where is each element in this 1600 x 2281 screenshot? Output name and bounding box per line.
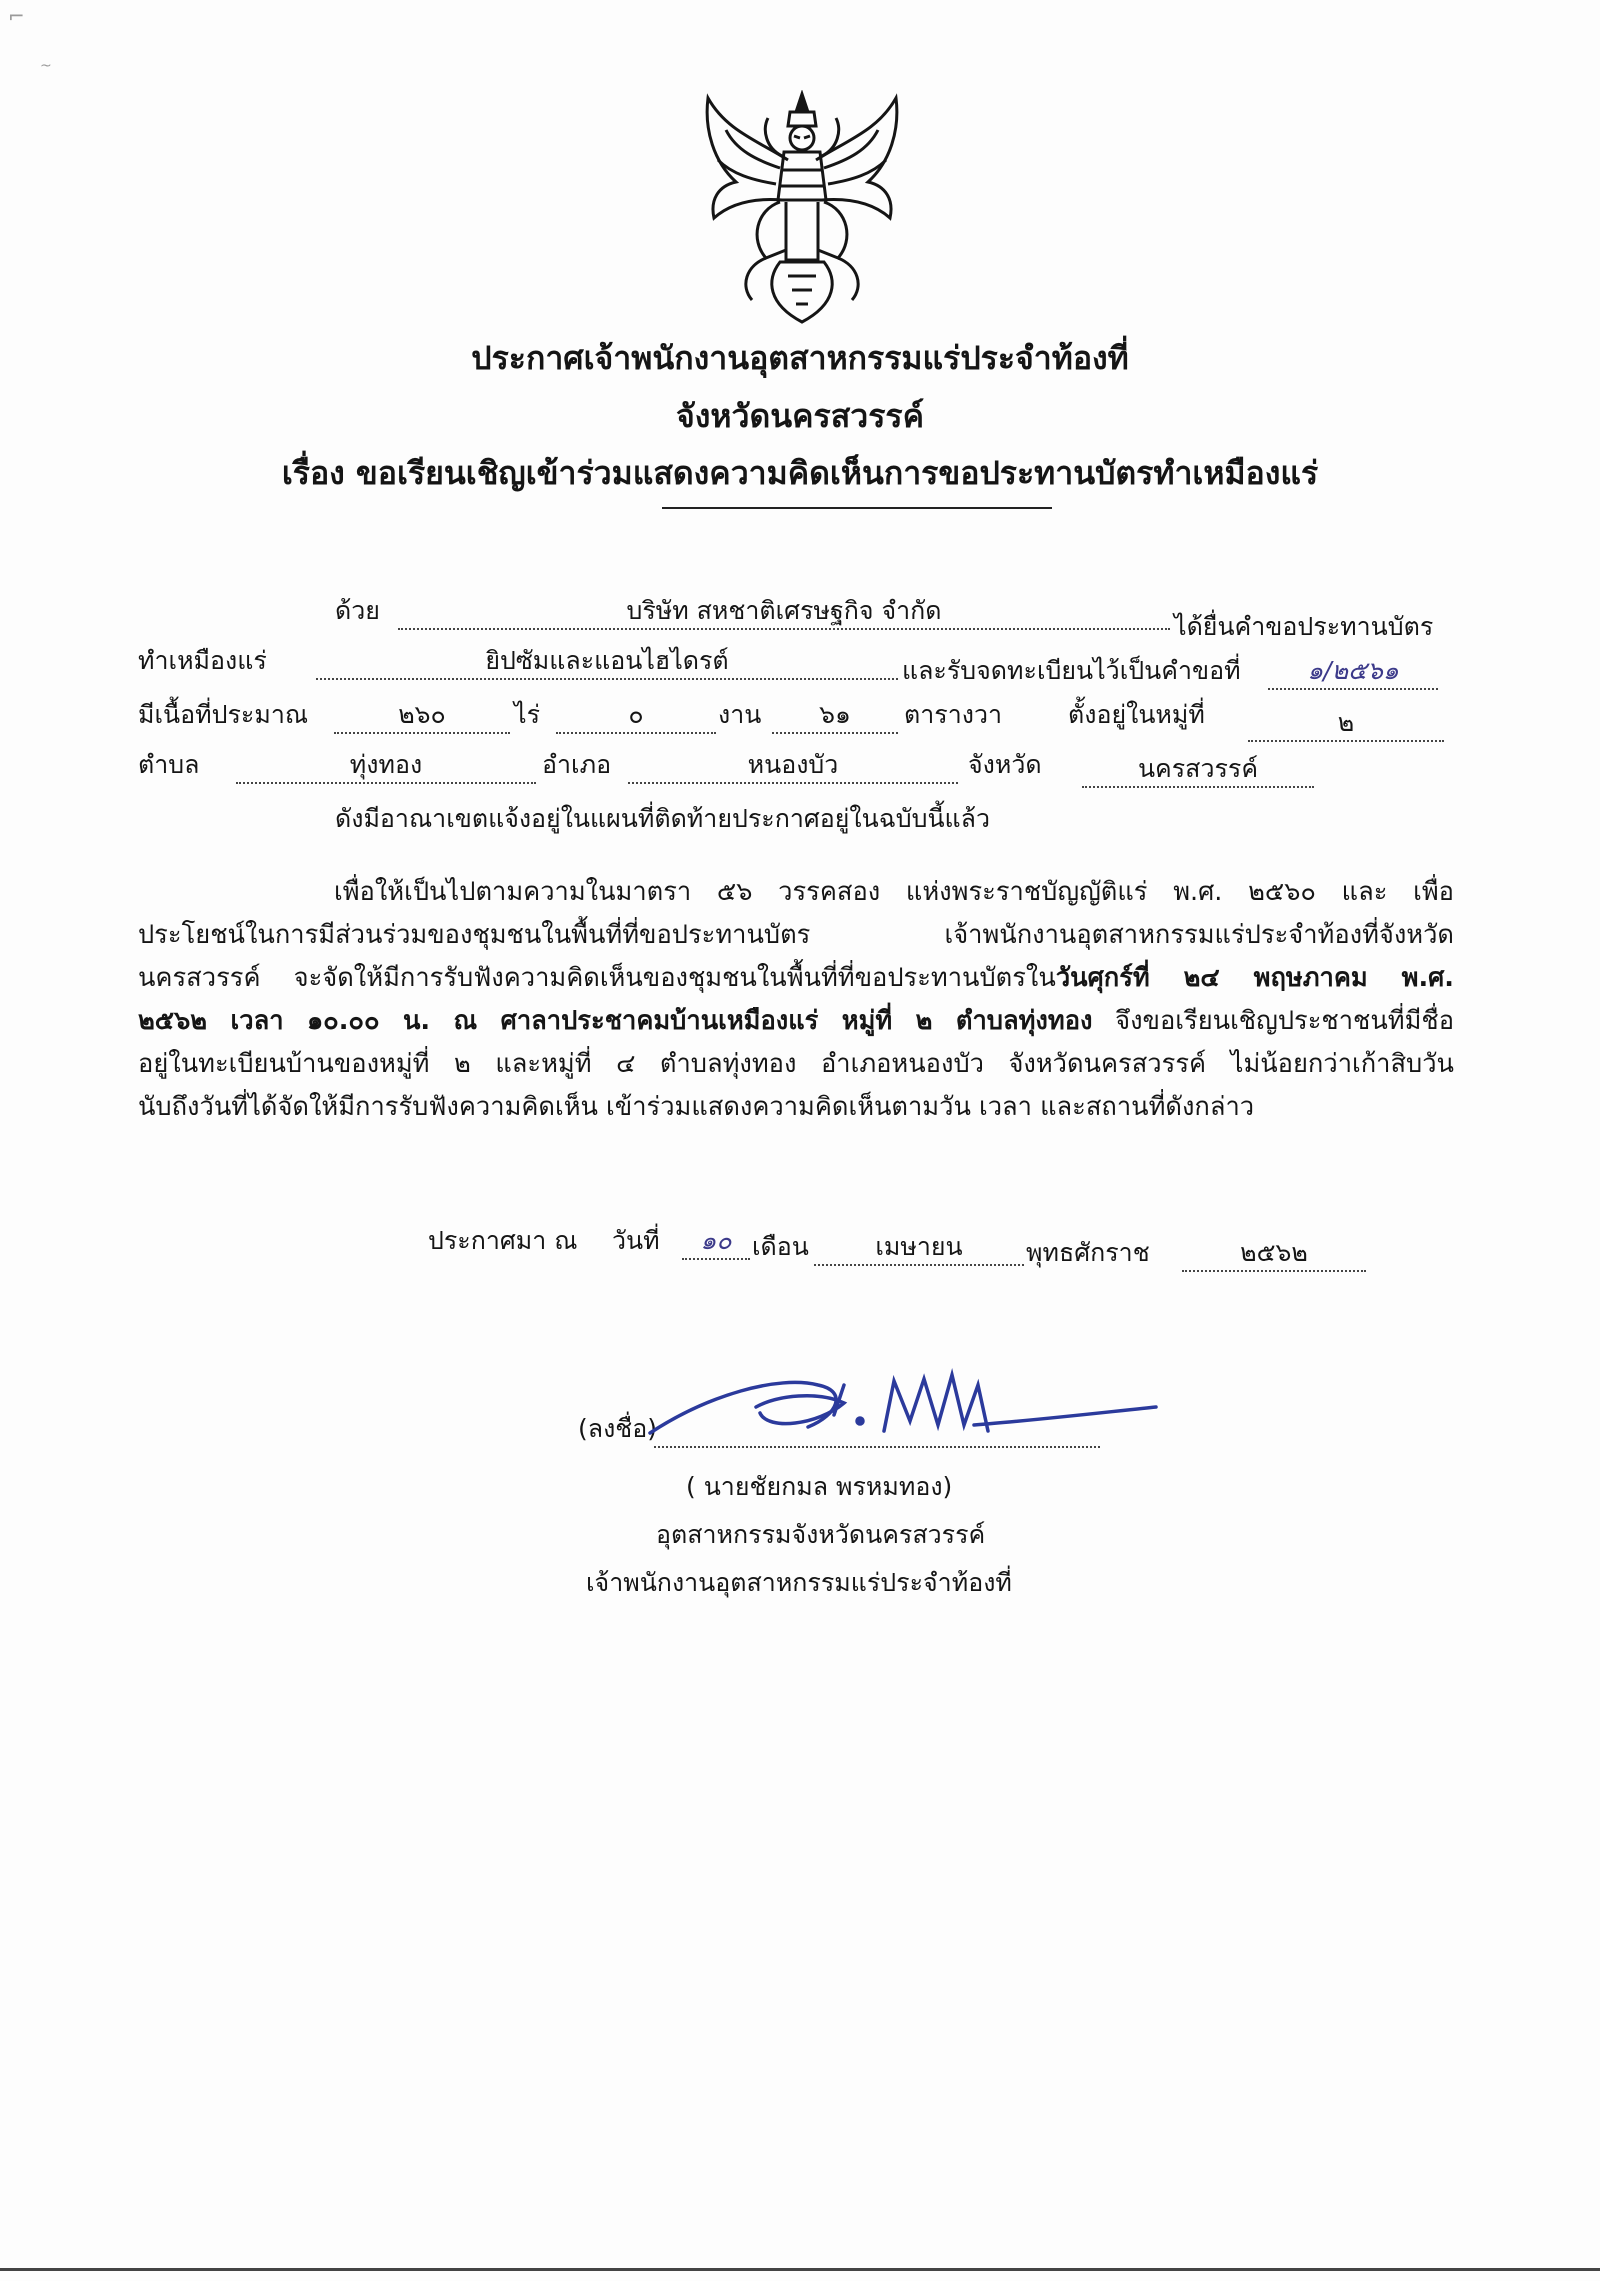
announcement-heading: ประกาศเจ้าพนักงานอุตสาหกรรมแร่ประจำท้องที่ xyxy=(471,339,1129,377)
label-village: ตั้งอยู่ในหมู่ที่ xyxy=(1068,700,1205,729)
label-district: อำเภอ xyxy=(542,750,612,779)
signer-name: ( นายชัยกมล พรหมทอง) xyxy=(686,1472,953,1501)
province-field: นครสวรรค์ xyxy=(1082,752,1314,788)
district-field: หนองบัว xyxy=(628,748,958,784)
province-heading: จังหวัดนครสวรรค์ xyxy=(676,397,924,435)
body-line-2: ประโยชน์ในการมีส่วนร่วมของชุมชนในพื้นที่ที่ขอประทานบัตร เจ้าพนักงานอุตสาหกรรมแร่ประจำท้องที่จังหวัด xyxy=(138,920,1454,950)
meeting-time-place: ๒๕๖๒ เวลา ๑๐.๐๐ น. ณ ศาลาประชาคมบ้านเหมืองแร่ หมู่ที่ ๒ ตำบลทุ่งทอง xyxy=(138,1006,1093,1036)
body-line-1: เพื่อให้เป็นไปตามความในมาตรา ๕๖ วรรคสอง แห่งพระราชบัญญัติแร่ พ.ศ. ๒๕๖๐ และ เพื่อ xyxy=(334,877,1454,907)
label-province: จังหวัด xyxy=(968,750,1042,779)
subdistrict-field: ทุ่งทอง xyxy=(236,748,536,784)
scan-artifact: ⌐ xyxy=(8,4,25,28)
body-line-4-text: จึงขอเรียนเชิญประชาชนที่มีชื่อ xyxy=(1092,1006,1455,1036)
label-registered: และรับจดทะเบียนไว้เป็นคำขอที่ xyxy=(902,656,1241,685)
label-month: เดือน xyxy=(752,1232,809,1261)
square-wa-field: ๖๑ xyxy=(772,698,898,734)
label-announced: ประกาศมา ณ xyxy=(428,1226,578,1255)
village-number-field: ๒ xyxy=(1248,706,1444,742)
label-submitted: ได้ยื่นคำขอประทานบัตร xyxy=(1174,612,1434,641)
rai-field: ๒๖๐ xyxy=(334,698,510,734)
body-line-3-text: นครสวรรค์ จะจัดให้มีการรับฟังความคิดเห็นของชุมชนในพื้นที่ที่ขอประทานบัตรใน xyxy=(138,963,1056,993)
body-line-3 xyxy=(138,957,1454,1001)
company-name-field: บริษัท สหชาติเศรษฐกิจ จำกัด xyxy=(398,594,1170,630)
subject-heading: เรื่อง ขอเรียนเชิญเข้าร่วมแสดงความคิดเห็นการขอประทานบัตรทำเหมืองแร่ xyxy=(281,454,1319,492)
label-subdistrict: ตำบล xyxy=(138,750,200,779)
label-square-wa: ตารางวา xyxy=(904,700,1003,729)
label-area: มีเนื้อที่ประมาณ xyxy=(138,700,309,729)
label-by: ด้วย xyxy=(335,596,380,625)
year-field: ๒๕๖๒ xyxy=(1182,1236,1366,1272)
signer-position-2: เจ้าพนักงานอุตสาหกรรมแร่ประจำท้องที่ xyxy=(586,1568,1012,1597)
scan-edge xyxy=(0,2268,1600,2271)
title-divider xyxy=(662,507,1052,509)
handwritten-signature xyxy=(648,1355,1168,1465)
day-field: ๑๐ xyxy=(682,1224,750,1260)
label-ngan: งาน xyxy=(718,700,762,729)
map-note: ดังมีอาณาเขตแจ้งอยู่ในแผนที่ติดท้ายประกาศอยู่ในฉบับนี้แล้ว xyxy=(335,804,991,833)
mineral-field: ยิปซัมและแอนไฮไดรต์ xyxy=(316,644,898,680)
request-number-field: ๑/๒๕๖๑ xyxy=(1268,654,1438,690)
meeting-date: วันศุกร์ที่ ๒๔ พฤษภาคม พ.ศ. xyxy=(1055,963,1454,993)
scan-artifact: ~ xyxy=(40,58,52,74)
label-rai: ไร่ xyxy=(514,700,541,729)
label-year: พุทธศักราช xyxy=(1026,1238,1150,1267)
garuda-emblem xyxy=(696,90,908,328)
month-field: เมษายน xyxy=(814,1230,1024,1266)
body-line-5: อยู่ในทะเบียนบ้านของหมู่ที่ ๒ และหมู่ที่ ๔ ตำบลทุ่งทอง อำเภอหนองบัว จังหวัดนครสวรรค์ ไม่น้อยกว่าเก้าสิบวัน xyxy=(138,1049,1454,1079)
ngan-field: ๐ xyxy=(556,698,716,734)
signer-position-1: อุตสาหกรรมจังหวัดนครสวรรค์ xyxy=(656,1520,986,1549)
label-day: วันที่ xyxy=(612,1226,660,1255)
body-line-4 xyxy=(138,1000,1454,1044)
label-mining: ทำเหมืองแร่ xyxy=(138,646,267,675)
body-line-6: นับถึงวันที่ได้จัดให้มีการรับฟังความคิดเห็น เข้าร่วมแสดงความคิดเห็นตามวัน เวลา และสถานที่ดังกล่าว xyxy=(138,1092,1255,1122)
label-sign: (ลงชื่อ) xyxy=(578,1414,658,1443)
